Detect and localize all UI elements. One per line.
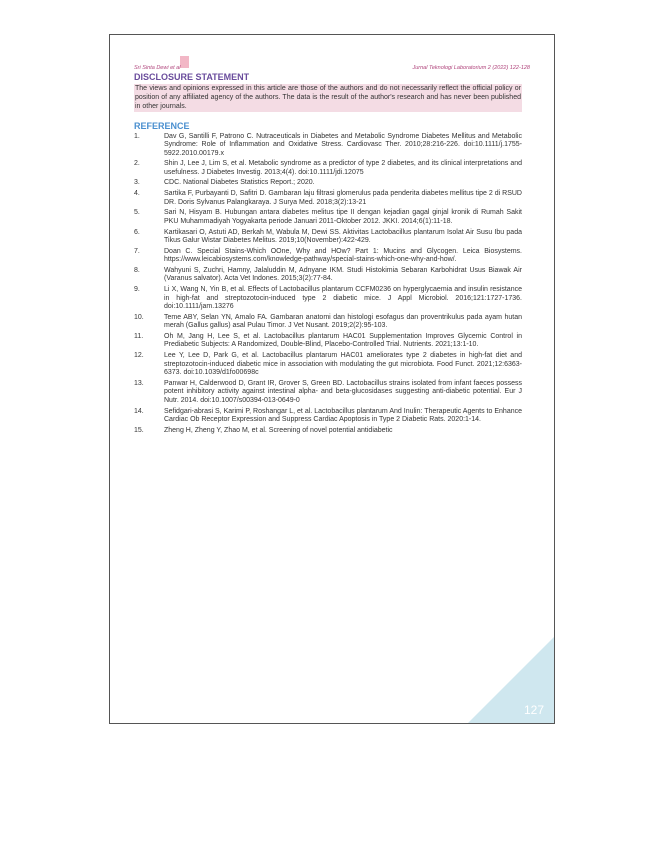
reference-number: 10.: [134, 313, 144, 321]
header-journal: Jurnal Teknologi Laboratorium 2 (2022) 122-128: [412, 65, 530, 71]
reference-item: [134, 267, 522, 284]
reference-text: Kartikasari O, Astuti AD, Berkah M, Wabula M, Dewi SS. Aktivitas Lactobacillus plantarum Isolat Air Susu Ibu pada Tikus Galur Wistar Diabetes Melitus. 2019;10(November):422-429.: [164, 228, 522, 245]
reference-number: 8.: [134, 266, 140, 274]
reference-text: Li X, Wang N, Yin B, et al. Effects of Lactobacillus plantarum CCFM0236 on hyperglycaemia and insulin resistance in high-fat and streptozotocin-induced type 2 diabetic mice. J Appl Microbiol. 2016;121:1727-1736. doi:10.1111/jam.13276: [164, 286, 522, 311]
reference-item: [134, 248, 522, 265]
disclosure-text: The views and opinions expressed in this article are those of the authors and do not necessarily reflect the official policy or position of any affiliated agency of the authors. The data is the result of the author's research and has never been published in other journals.: [135, 85, 521, 111]
reference-number: 5.: [134, 209, 140, 217]
disclosure-heading: DISCLOSURE STATEMENT: [134, 72, 250, 82]
reference-item: [134, 352, 522, 378]
highlight-marker: [180, 56, 189, 68]
reference-number: 12.: [134, 352, 144, 360]
reference-text: Panwar H, Calderwood D, Grant IR, Grover S, Green BD. Lactobacillus strains isolated from infant faeces possess potent inhibitory activity against intestinal alpha- and beta-glucosidases suggesting anti-diabetic potential. Eur J Nutr. 2014. doi:10.1007/s00394-013-0649-0: [164, 379, 522, 404]
reference-item: [134, 160, 522, 177]
reference-number: 7.: [134, 247, 140, 255]
reference-number: 6.: [134, 228, 140, 236]
reference-text: Zheng H, Zheng Y, Zhao M, et al. Screening of novel potential antidiabetic: [164, 426, 393, 434]
reference-item: [134, 380, 522, 406]
reference-number: 9.: [134, 286, 140, 294]
reference-item: [134, 333, 522, 350]
reference-number: 1.: [134, 132, 140, 140]
reference-text: Oh M, Jang H, Lee S, et al. Lactobacillus plantarum HAC01 Supplementation Improves Glycemic Control in Prediabetic Subjects: A Randomized, Double-Blind, Placebo-Controlled Trial. Nutrients. 2021;13:1-10.: [164, 332, 522, 349]
reference-text: CDC. National Diabetes Statistics Report.; 2020.: [164, 179, 315, 187]
reference-item: [134, 229, 522, 246]
reference-text: Doan C. Special Stains-Which OOne, Why and HOw? Part 1: Mucins and Glycogen. Leica Biosystems. https://www.leicabiosystems.com/knowledge-pathway/special-stains-which-one-why-and-how/.: [164, 247, 522, 264]
reference-number: 2.: [134, 160, 140, 168]
reference-number: 3.: [134, 179, 140, 187]
reference-text: Lee Y, Lee D, Park G, et al. Lactobacillus plantarum HAC01 ameliorates type 2 diabetes in high-fat diet and streptozotocin-induced diabetic mice in association with modulating the gut microbiota. Food Funct. 2021;12:6363-6373. doi:10.1039/d1fo00698c: [164, 352, 522, 377]
reference-item: [134, 427, 522, 436]
reference-text: Sefidgari-abrasi S, Karimi P, Roshangar L, et al. Lactobacillus plantarum And Inulin: Therapeutic Agents to Enhance Cardiac Ob Receptor Expression and Suppress Cardiac Apoptosis in Type 2 Diabetic Rats. 2020:1-14.: [164, 407, 522, 424]
reference-text: Shin J, Lee J, Lim S, et al. Metabolic syndrome as a predictor of type 2 diabetes, and its clinical interpretations and usefulness. J Diabetes Investig. 2013;4(4). doi:10.1111/jdi.12075: [164, 160, 522, 176]
reference-item: [134, 190, 522, 207]
reference-item: [134, 314, 522, 331]
header-author: Sri Sinta Dewi et al: [134, 65, 181, 71]
reference-item: [134, 408, 522, 425]
reference-text: Sari N, Hisyam B. Hubungan antara diabetes melitus tipe II dengan kejadian gagal ginjal kronik di Rumah Sakit PKU Muhammadiyah Yogyakarta periode Januari 2011-Oktober 2012. JKKI. 2014;6(1):11-18.: [164, 209, 522, 225]
reference-item: [134, 286, 522, 312]
reference-text: Teme ABY, Selan YN, Amalo FA. Gambaran anatomi dan histologi esofagus dan proventrikulus pada ayam hutan merah (Gallus gallus) asal Pulau Timor. J Vet Nusant. 2019;2(2):95-103.: [164, 313, 522, 330]
reference-number: 11.: [134, 332, 144, 340]
reference-text: Sartika F, Purbayanti D, Safitri D. Gambaran laju filtrasi glomerulus pada penderita diabetes mellitus tipe 2 di RSUD DR. Doris Sylvanus Palangkaraya. J Surya Med. 2018;3(2):13-21: [164, 190, 522, 206]
reference-item: [134, 209, 522, 226]
paper-page: [109, 34, 555, 724]
reference-text: Wahyuni S, Zuchri, Hamny, Jalaluddin M, Adnyane IKM. Studi Histokimia Sebaran Karbohidrat Usus Biawak Air (Varanus salvator). Acta Vet Indones. 2015;3(2):77-84.: [164, 266, 522, 283]
reference-heading: REFERENCE: [134, 120, 190, 131]
reference-item: [134, 133, 522, 159]
page-content: [134, 72, 522, 437]
reference-number: 4.: [134, 190, 140, 198]
reference-list: [134, 133, 522, 436]
page-number: 127: [523, 703, 544, 717]
reference-text: Dav G, Santilli F, Patrono C. Nutraceuticals in Diabetes and Metabolic Syndrome Diabetes Mellitus and Metabolic Syndrome: Role of Inflammation and Oxidative Stress. Cardiovasc Ther. 2010;28:216-226. doi:10.1111/j.1755-5922.2010.00179.x: [164, 132, 522, 157]
reference-number: 15.: [134, 426, 144, 434]
reference-number: 13.: [134, 379, 144, 387]
reference-number: 14.: [134, 407, 144, 415]
reference-item: [134, 179, 522, 188]
